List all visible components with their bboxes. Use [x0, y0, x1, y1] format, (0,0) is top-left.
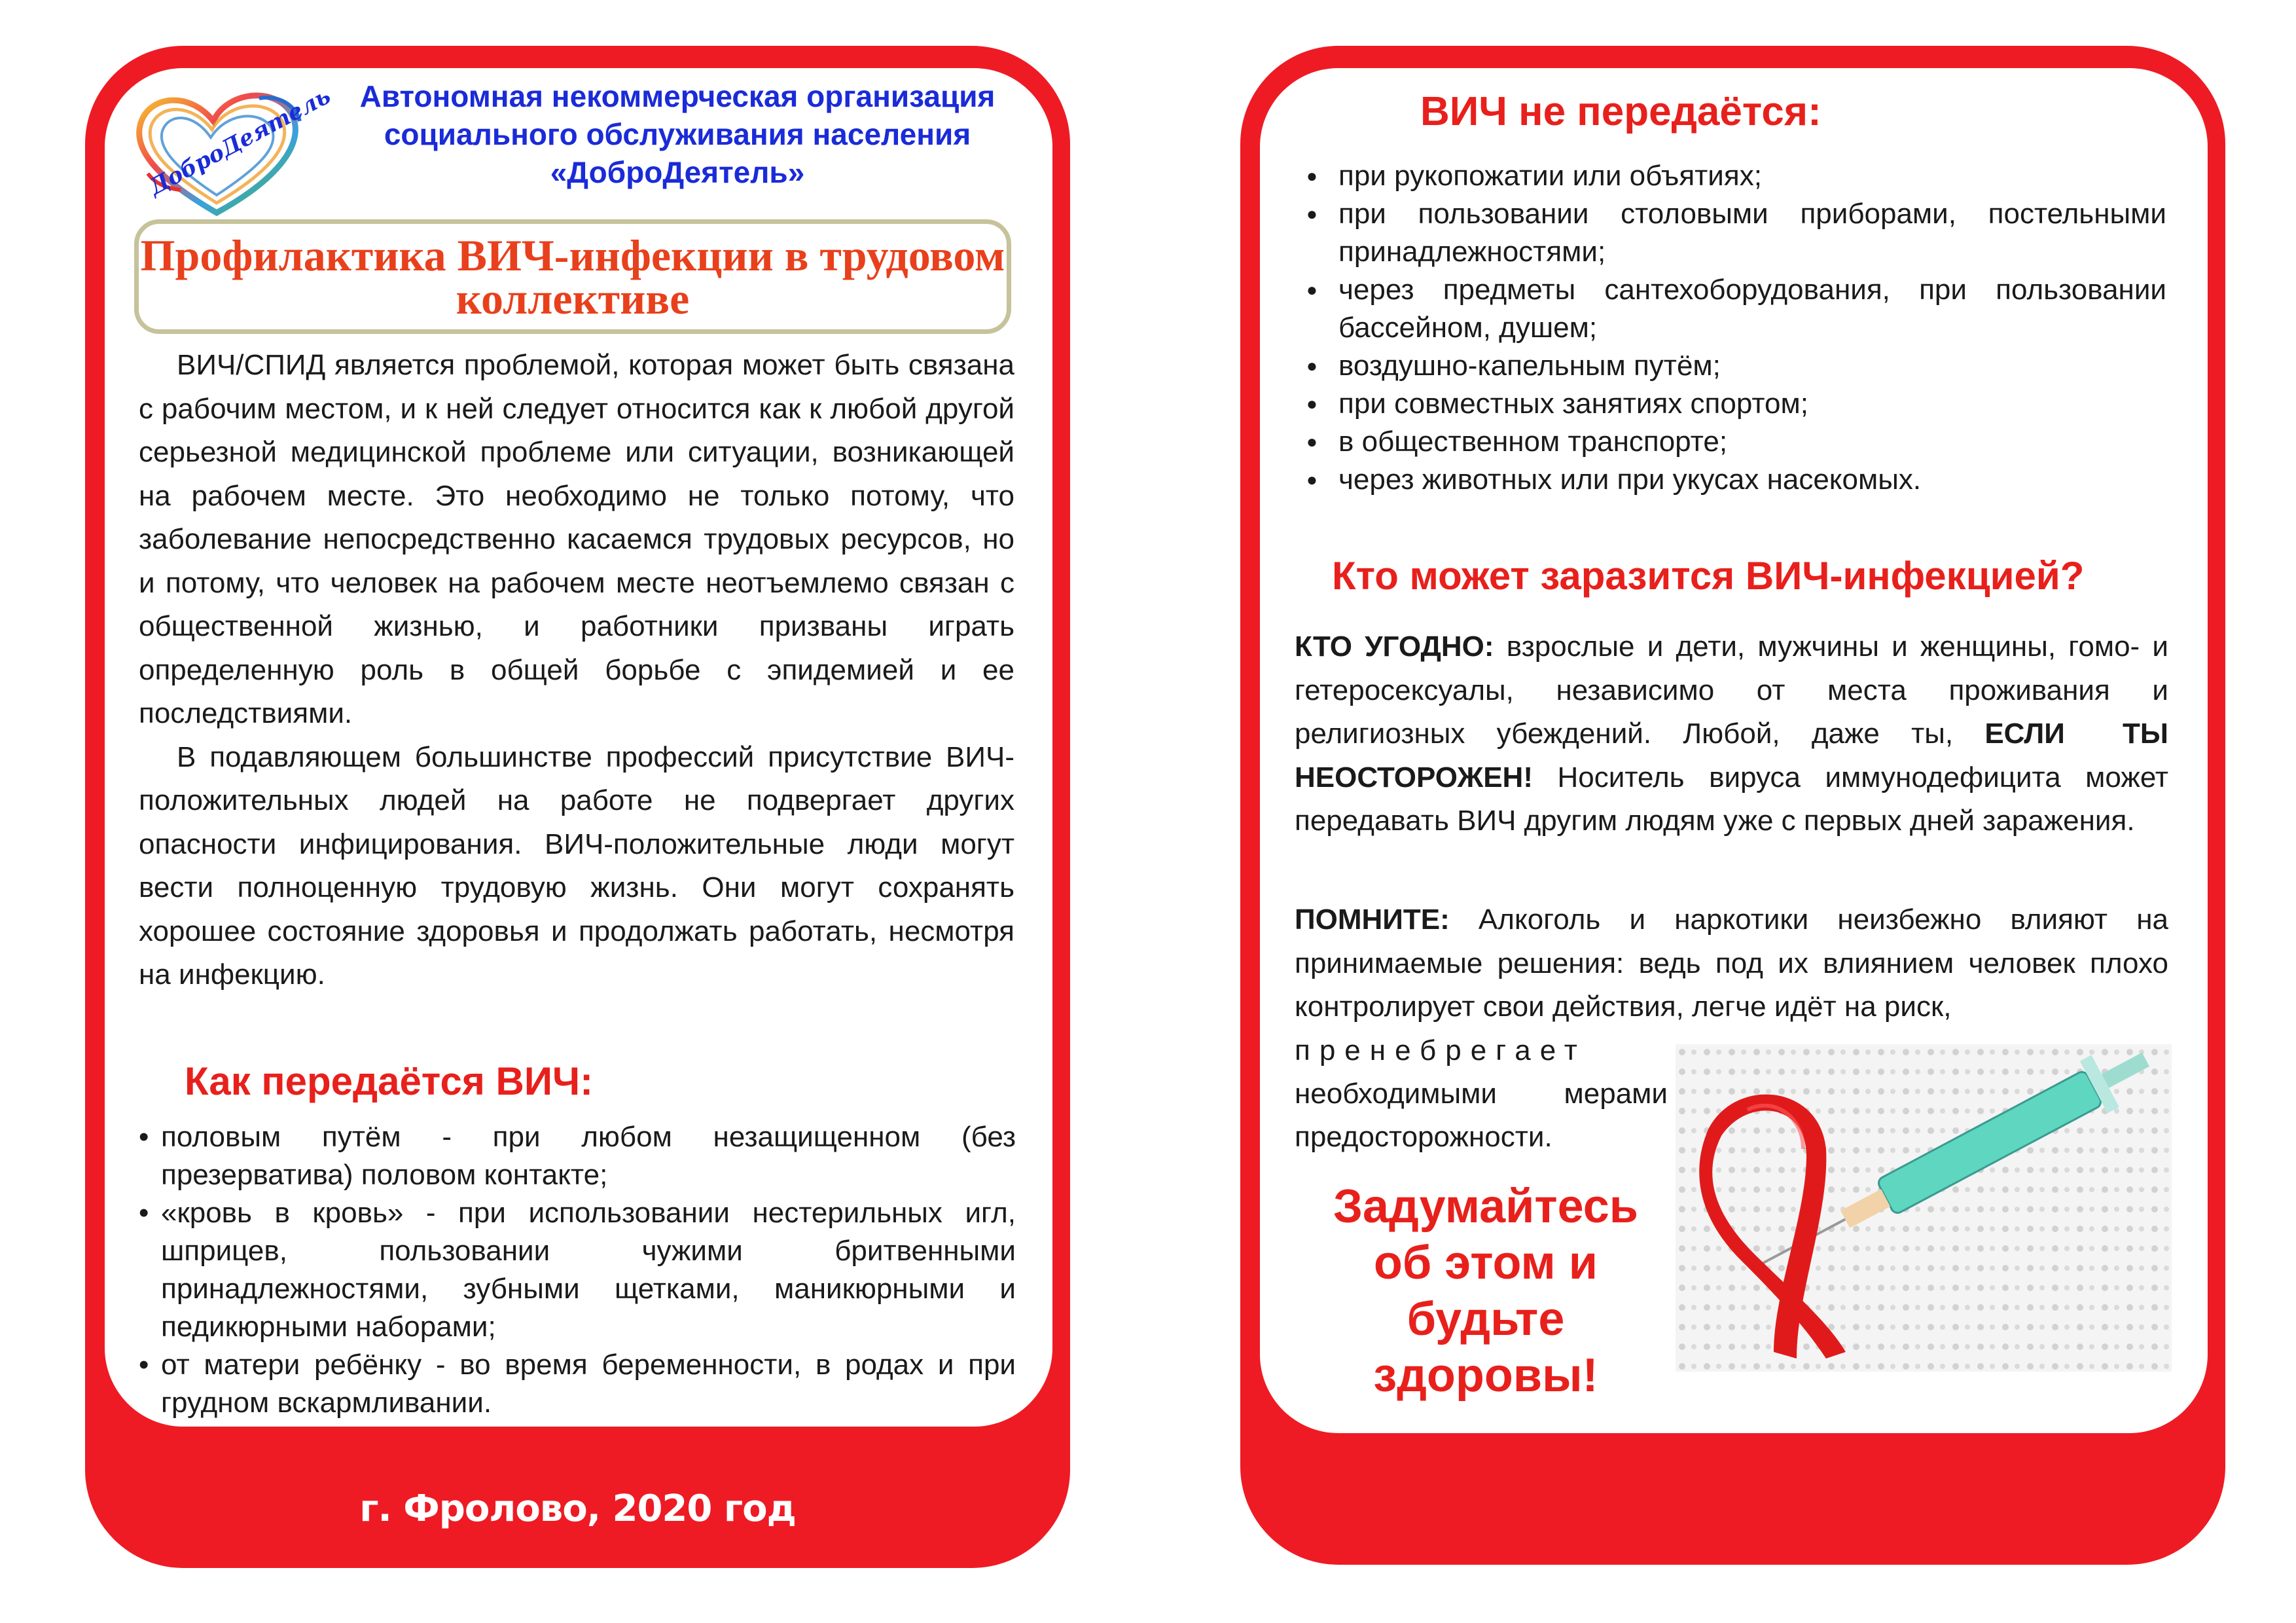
who-paragraph [1295, 625, 2168, 843]
think-line: здоровы! [1373, 1349, 1598, 1402]
leaflet-title-box [134, 219, 1011, 334]
who-emphasis: ЕСЛИ ТЫ НЕОСТОРОЖЕН! [1295, 718, 2168, 793]
who-heading: Кто может заразится ВИЧ-инфекцией? [1332, 554, 2085, 598]
not-transmitted-heading: ВИЧ не передаётся: [1420, 89, 1821, 134]
who-text-2: Носитель вируса иммунодефицита может передавать ВИЧ другим людям уже с первых дней заражения. [1295, 761, 2168, 837]
think-about-it-callout [1302, 1178, 1669, 1404]
logo-text: ДоброДеятель [145, 82, 335, 201]
intro-paragraph-2: В подавляющем большинстве профессий присутствие ВИЧ-положительных людей на работе не подвергает других опасности инфицирования. ВИЧ-положительные люди могут вести полноценную трудовую жизнь. Они могут сохранять хорошее состояние здоровья и продолжать работать, несмотря на инфекцию. [139, 740, 1014, 991]
intro-text [139, 344, 1014, 997]
footer-city-year: г. Фролово, 2020 год [359, 1487, 796, 1530]
remember-paragraph [1295, 898, 2168, 1029]
think-line: Задумайтесь [1333, 1180, 1639, 1233]
organization-name: Автономная некоммерческая организация социального обслуживания населения «ДоброДеятель» [359, 79, 996, 189]
heart-logo-icon [128, 82, 335, 219]
remember-lead: ПОМНИТЕ: [1295, 903, 1450, 936]
leaflet-title: Профилактика ВИЧ-инфекции в трудовом коллективе [140, 230, 1005, 323]
list-item: ● при пользовании столовыми приборами, постельными принадлежностями; [1302, 195, 2166, 271]
think-line: будьте [1407, 1293, 1565, 1345]
list-item: ● через предметы сантехоборудования, при пользовании бассейном, душем; [1302, 271, 2166, 347]
remember-text: Алкоголь и наркотики неизбежно влияют на принимаемые решения: ведь под их влиянием человек плохо контролирует свои действия, легче идёт на риск, [1295, 903, 2168, 1023]
list-item: ● при рукопожатии или объятиях; [1302, 157, 2166, 195]
red-ribbon-syringe-icon [1676, 1044, 2172, 1372]
not-transmitted-list [1302, 157, 2166, 499]
transmission-list [137, 1118, 1016, 1422]
list-item: • от матери ребёнку - во время беременности, в родах и при грудном вскармливании. [137, 1346, 1016, 1422]
remember-line-a: пренебрегает [1295, 1034, 1587, 1067]
who-lead: КТО УГОДНО: [1295, 630, 1494, 663]
list-item: • половым путём - при любом незащищенном (без презерватива) половом контакте; [137, 1118, 1016, 1194]
intro-paragraph-1: ВИЧ/СПИД является проблемой, которая может быть связана с рабочим местом, и к ней следует относится как к любой другой серьезной медицинской проблеме или ситуации, возникающей на рабочем месте. Это необходимо не только потому, что заболевание непосредственно касаемся трудовых ресурсов, но и потому, что человек на рабочем месте неотъемлемо связан с общественной жизнью, и работники призваны играть определенную роль в общей борьбе с эпидемией и ее последствиями. [139, 349, 1014, 729]
list-item: ● воздушно-капельным путём; [1302, 347, 2166, 385]
who-text-1: взрослые и дети, мужчины и женщины, гомо- и гетеросексуалы, независимо от места проживания и религиозных убеждений. Любой, даже ты, [1295, 630, 2168, 750]
list-item: ● при совместных занятиях спортом; [1302, 385, 2166, 423]
list-item: • «кровь в кровь» - при использовании нестерильных игл, шприцев, пользовании чужими бритвенными принадлежностями, зубными щетками, маникюрными и педикюрными наборами; [137, 1194, 1016, 1346]
list-item: ● через животных или при укусах насекомых. [1302, 461, 2166, 499]
remember-line-c: предосторожности. [1295, 1121, 1552, 1153]
think-line: об этом и [1373, 1237, 1598, 1289]
list-item: ● в общественном транспорте; [1302, 423, 2166, 461]
transmission-heading: Как передаётся ВИЧ: [185, 1059, 594, 1103]
remember-line-b: необходимыми мерами [1295, 1078, 1668, 1110]
